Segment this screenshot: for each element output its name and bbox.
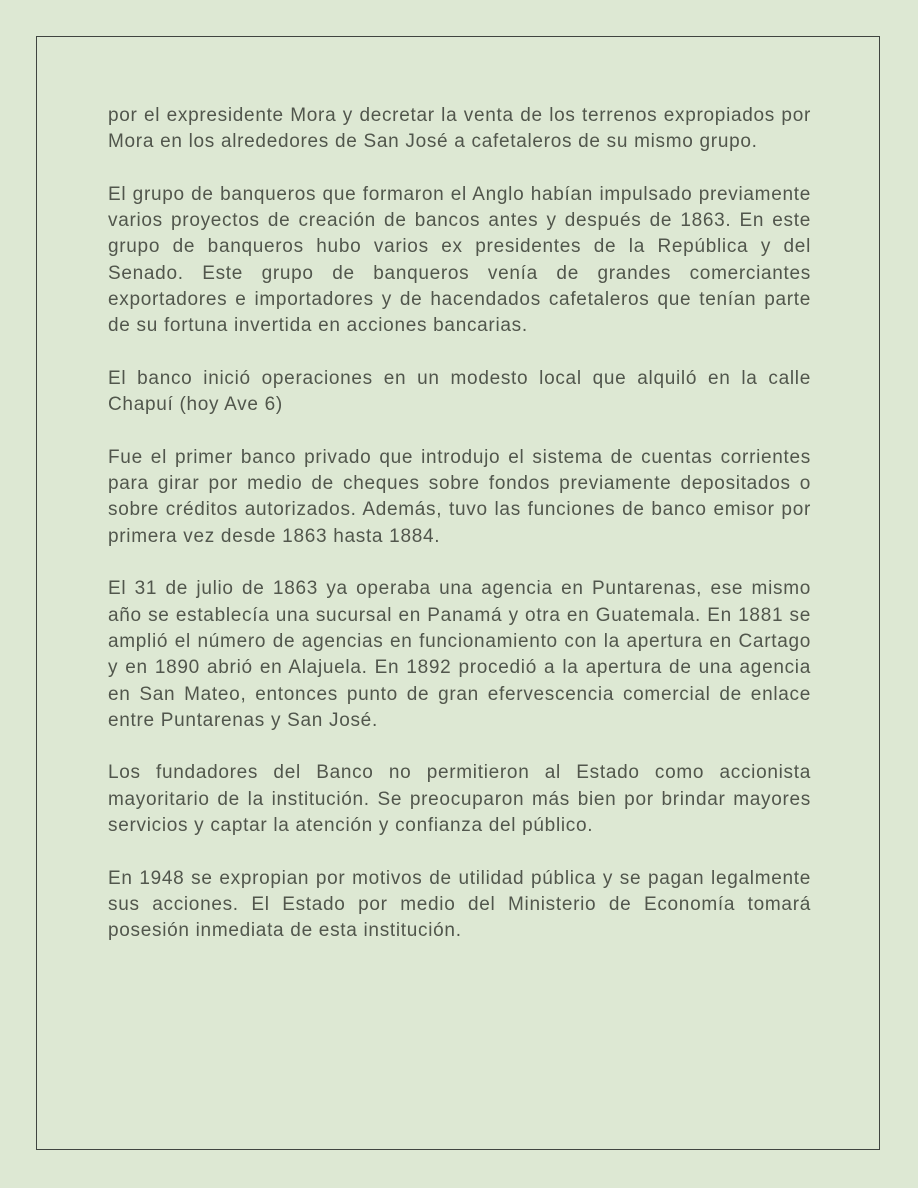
paragraph-fundadores: Los fundadores del Banco no permitieron al Estado como accionista mayoritario de la institución. Se preocuparon más bien por brindar mayores servicios y captar la atención y confianza del público. (108, 762, 811, 837)
paragraph-agencias: El 31 de julio de 1863 ya operaba una agencia en Puntarenas, ese mismo año se establecía una sucursal en Panamá y otra en Guatemala. En 1881 se amplió el número de agencias en funcionamiento con la apertura en Cartago y en 1890 abrió en Alajuela. En 1892 procedió a la apertura de una agencia en San Mateo, entonces punto de gran efervescencia comercial de enlace entre Puntarenas y San José. (108, 578, 811, 731)
paragraph-inicio-operaciones: El banco inició operaciones en un modesto local que alquiló en la calle Chapuí (hoy Ave 6) (108, 367, 811, 416)
page-border-frame (36, 36, 880, 1150)
text-block (108, 103, 811, 945)
paragraph-primer-banco-privado: Fue el primer banco privado que introdujo el sistema de cuentas corrientes para girar por medio de cheques sobre fondos previamente depositados o sobre créditos autorizados. Además, tuvo las funciones de banco emisor por primera vez desde 1863 hasta 1884. (108, 446, 811, 547)
paragraph-grupo-banqueros: El grupo de banqueros que formaron el Anglo habían impulsado previamente varios proyectos de creación de bancos antes y después de 1863. En este grupo de banqueros hubo varios ex presidentes de la República y del Senado. Este grupo de banqueros venía de grandes comerciantes exportadores e importadores y de hacendados cafetaleros que tenían parte de su fortuna invertida en acciones bancarias. (108, 183, 811, 337)
paragraph-mora-terrenos: por el expresidente Mora y decretar la venta de los terrenos expropiados por Mora en los alrededores de San José a cafetaleros de su mismo grupo. (108, 105, 811, 153)
paragraph-expropiacion-1948: En 1948 se expropian por motivos de utilidad pública y se pagan legalmente sus acciones. El Estado por medio del Ministerio de Economía tomará posesión inmediata de esta institución. (108, 867, 811, 942)
